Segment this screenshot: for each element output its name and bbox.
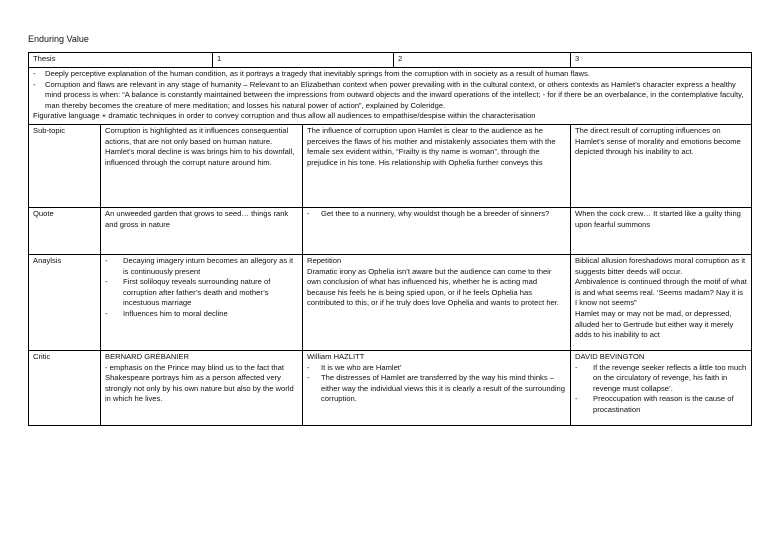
analysis-col-1 xyxy=(101,254,303,350)
critic-name: BERNARD GREBANIER xyxy=(105,351,189,361)
analysis-line: Biblical allusion foreshadows moral corruption as it suggests bitter deeds will occur. xyxy=(575,255,746,276)
header-row xyxy=(29,53,752,68)
analysis-line: Ambivalence is continued through the motif of what is and what seems real. ‘Seems madam? Nay it is I know not seems” xyxy=(575,277,747,308)
analysis-bullet: - Decaying imagery inturn becomes an allegory as it is continuously present xyxy=(105,256,298,277)
critic-text: - emphasis on the Prince may blind us to the fact that Shakespeare portrays him as a person affected very strongly not only by his own nature but also by the world in which he lives. xyxy=(105,362,294,404)
quote-col-3: When the cock crew… It started like a guilty thing upon fearful summons xyxy=(571,207,752,254)
quote-bullet: - Get thee to a nunnery, why wouldst though be a breeder of sinners? xyxy=(307,209,566,220)
critic-col-2 xyxy=(303,350,571,425)
subtopic-col-2: The influence of corruption upon Hamlet is clear to the audience as he perceives the flaws of his mother and mistakenly associates them with the female sex evident within, “Frailty is thy name is woman”, through the prejudice in his tone. His relationship with Ophelia further conveys this xyxy=(303,124,571,207)
critic-bullet: - It is we who are Hamlet’ xyxy=(307,363,566,374)
subtopic-label: Sub-topic xyxy=(29,124,101,207)
thesis-cell xyxy=(29,68,752,125)
analysis-label: Anaylsis xyxy=(29,254,101,350)
critic-bullet: - Preoccupation with reason is the cause of procastination xyxy=(575,394,747,415)
thesis-bullet: - Deeply perceptive explanation of the human condition, as it portrays a tragedy that inevitably springs from the corruption with in society as a result of human flaws. xyxy=(33,69,747,80)
critic-bullet: - If the revenge seeker reflects a little too much on the circulatory of revenge, his faith in revenge must collapse’. xyxy=(575,363,747,395)
critic-label: Critic xyxy=(29,350,101,425)
header-thesis-label: Thesis xyxy=(29,53,213,68)
analysis-col-2 xyxy=(303,254,571,350)
quote-label: Quote xyxy=(29,207,101,254)
critic-name: DAVID BEVINGTON xyxy=(575,351,645,361)
analysis-col-3 xyxy=(571,254,752,350)
analysis-row xyxy=(29,254,752,350)
quote-col-2 xyxy=(303,207,571,254)
header-col-3: 3 xyxy=(571,53,752,68)
header-col-1: 1 xyxy=(213,53,394,68)
thesis-note: Figurative language + dramatic techniques in order to convey corruption and thus allow all audiences to empathise/despise within the characterisation xyxy=(33,111,536,121)
quote-col-1: An unweeded garden that grows to seed… things rank and gross in nature xyxy=(101,207,303,254)
analysis-bullet: - Influences him to moral decline xyxy=(105,309,298,320)
analysis-heading: Repetition xyxy=(307,255,342,265)
enduring-value-table xyxy=(28,52,752,426)
critic-col-3 xyxy=(571,350,752,425)
subtopic-col-3: The direct result of corrupting influences on Hamlet’s sense of morality and emotions become depicted through his inability to act. xyxy=(571,124,752,207)
thesis-bullet: - Corruption and flaws are relevant in any stage of humanity – Relevant to an Elizabethan context when power prevailing with in the cultural context, or others contexts as Hamlet’s character express a healthy mind process is when: “A balance is constantly maintained between the impressions from outward objects and the inward operations of the intellect; - for if there be an overbalance, in the contemplative faculty, man thereby becomes the creature of mere meditation; and losses his natural power of action”, explained by Coleridge. xyxy=(33,80,747,112)
subtopic-col-1: Corruption is highlighted as it influences consequential actions, that are not only based on human nature. Hamlet’s moral decline is was brings him to his downfall, influenced through the corrupt nature around him. xyxy=(101,124,303,207)
critic-row xyxy=(29,350,752,425)
analysis-bullet: - First soliloquy reveals surrounding nature of corruption after father’s death and mother’s incestuous marriage xyxy=(105,277,298,309)
document-title: Enduring Value xyxy=(28,34,89,44)
critic-bullet: - The distresses of Hamlet are transferred by the way his mind thinks – either way the individual views this it is clearly a result of the surrounding corruption. xyxy=(307,373,566,405)
quote-row xyxy=(29,207,752,254)
subtopic-row xyxy=(29,124,752,207)
critic-col-1 xyxy=(101,350,303,425)
analysis-text: Dramatic irony as Ophelia isn’t aware but the audience can come to their own conclusion of what has influenced his, whether he is acting mad because his feels he is being spied upon, or if he feels Ophelia has contributed to this, or if he truly does love Ophelia and wants to protect her. xyxy=(307,266,560,308)
critic-name: William HAZLITT xyxy=(307,351,365,361)
analysis-line: Hamlet may or may not be mad, or depressed, alluded her to Gertrude but either way it merely adds to his inability to act xyxy=(575,308,734,340)
thesis-row xyxy=(29,68,752,125)
header-col-2: 2 xyxy=(394,53,571,68)
